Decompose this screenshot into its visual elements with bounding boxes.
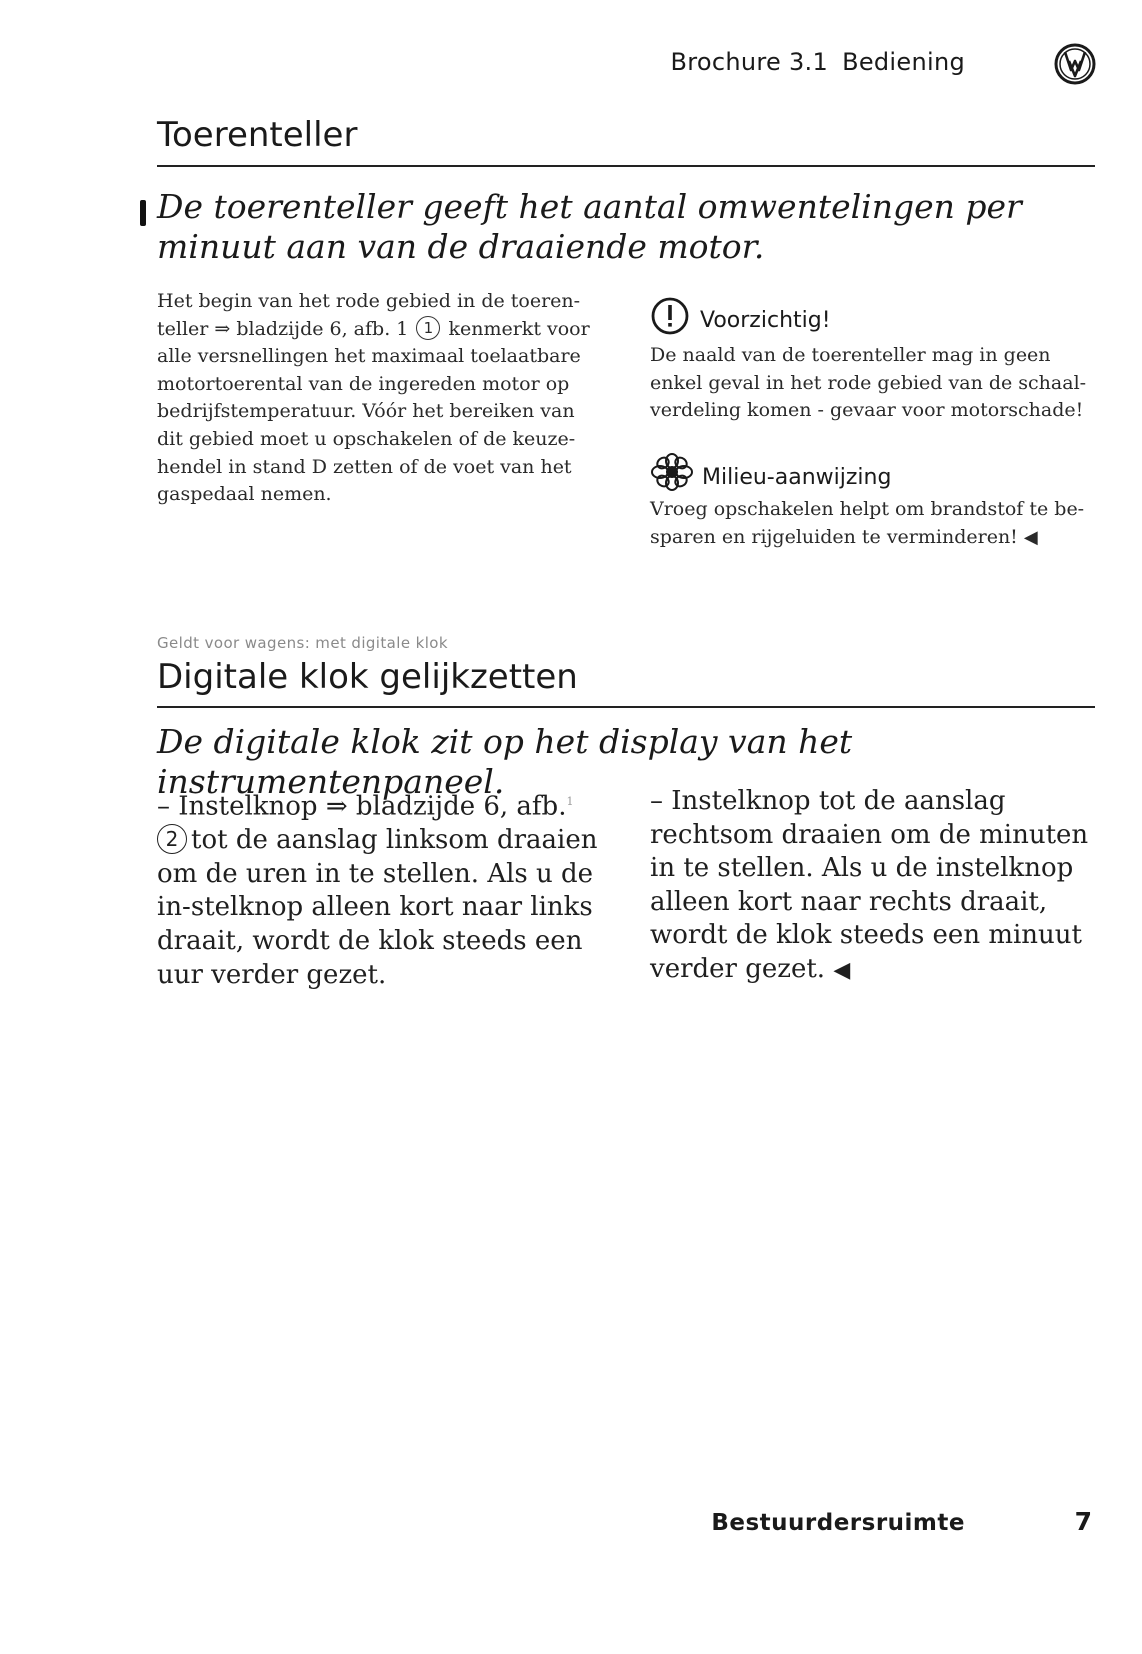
body-text-part1: Het begin van het rode gebied in de toeren-teller ⇒ bladzijde 6, afb. 1: [157, 290, 581, 340]
caution-title: Voorzichtig!: [700, 307, 831, 333]
section-title-klok: Digitale klok gelijkzetten: [157, 657, 578, 697]
figure-callout-2: 2: [157, 824, 187, 854]
lead-toerenteller: De toerenteller geeft het aantal omwentelingen per minuut aan van de draaiende motor.: [157, 187, 1022, 266]
caution-text: De naald van de toerenteller mag in geen enkel geval in het rode gebied van de schaal-verdeling komen - gevaar voor motorschade!: [650, 344, 1087, 422]
body-toerenteller: [157, 288, 602, 509]
page-number: 7: [1074, 1507, 1092, 1536]
superscript-mark: 1: [566, 795, 574, 808]
flower-icon: [650, 452, 694, 492]
figure-callout-1: 1: [416, 316, 440, 340]
environment-note: [650, 452, 1105, 551]
body-klok-left: [157, 785, 607, 992]
header-chapter: Bediening: [842, 48, 965, 76]
section-start-marker: [140, 200, 146, 226]
header-section: Brochure 3.1: [670, 48, 829, 76]
body-klok-right: [650, 785, 1100, 988]
running-header: [670, 48, 965, 76]
footer-chapter-label: Bestuurdersruimte: [711, 1510, 965, 1536]
lead-klok: De digitale klok zit op het display van het instrumentenpaneel.: [157, 722, 853, 801]
environment-text: [650, 496, 1105, 551]
environment-text-body: Vroeg opschakelen helpt om brandstof te be-sparen en rijgeluiden te verminderen!: [650, 498, 1085, 548]
section-end-icon: ◀: [833, 957, 851, 983]
caution-note: [650, 296, 1105, 425]
section-title-toerenteller: Toerenteller: [157, 115, 358, 155]
applies-to-label: Geldt voor wagens: met digitale klok: [157, 634, 448, 652]
vw-logo-icon: [1054, 43, 1096, 85]
body-text-part2: kenmerkt voor alle versnellingen het maximaal toelaatbare motortoerental van de ingereden motor op bedrijfstemperatuur. Vóór het bereiken van dit gebied moet u opschakelen of de keuze-hendel in stand D zetten of de voet van het gaspedaal nemen.: [157, 317, 590, 506]
instruction-step-minutes: – Instelknop tot de aanslag rechtsom draaien om de minuten in te stellen. Als u de instelknop alleen kort naar rechts draait, wordt de klok steeds een minuut verder gezet.: [650, 786, 1089, 984]
section-divider: [157, 706, 1095, 708]
instruction-step-hours: – Instelknop ⇒ bladzijde 6, afb.: [157, 791, 567, 822]
environment-title: Milieu-aanwijzing: [702, 464, 892, 490]
section-end-icon: ◀: [1023, 526, 1038, 548]
caution-icon: [650, 296, 690, 336]
instruction-step-hours-continued: tot de aanslag linksom draaien om de uren in te stellen. Als u de in-stelknop alleen kort naar links draait, wordt de klok steeds een uur verder gezet.: [157, 825, 598, 990]
section-divider: [157, 165, 1095, 167]
